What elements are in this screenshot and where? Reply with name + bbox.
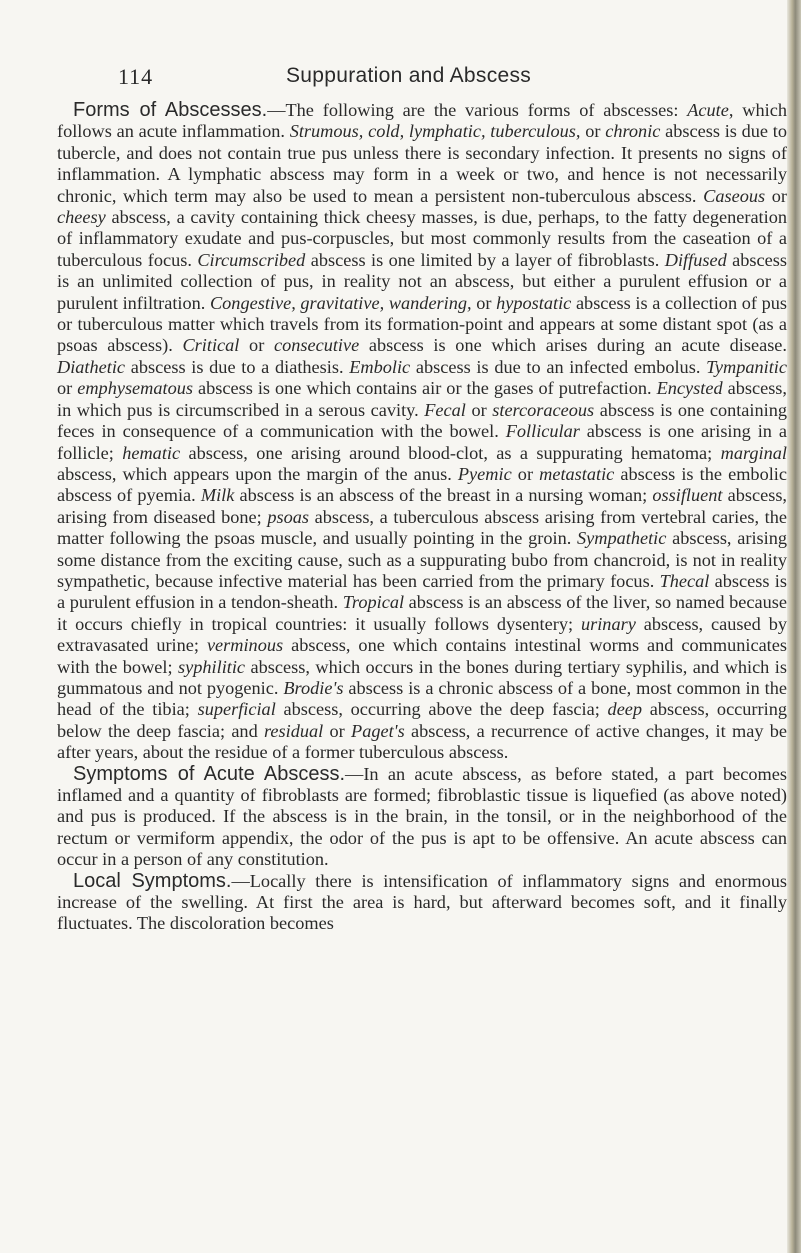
italic-term: Embolic [349, 356, 411, 377]
text-run: abscess, which occurs in the bones during tertiary syphilis, and which is gummatous and not pyogenic. [57, 656, 787, 698]
italic-term: metastatic [539, 463, 615, 484]
text-run: abscess, a cavity containing thick cheesy masses, is due, perhaps, to the fatty degeneration of inflammatory exudate and pus-corpuscles, but most commonly results from the caseation of a tuberculous focus. [57, 207, 787, 270]
italic-term: Tympanitic [706, 356, 787, 377]
text-run: abscess is a purulent effusion in a tendon-sheath. [57, 570, 787, 613]
italic-term: Tropical [342, 592, 405, 613]
page-edge-shadow [787, 0, 801, 1253]
text-run: abscess, arising some distance from the exciting cause, such as a suppurating bubo from chancroid, is not in reality sympathetic, because infective material has been carried from the primary focus. [57, 528, 787, 591]
italic-term: chronic [605, 121, 661, 142]
text-run: abscess is one which contains air or the gases of putrefaction. [193, 378, 657, 399]
paragraph-forms-of-abscesses [57, 100, 787, 764]
italic-term: Diffused [664, 249, 727, 270]
italic-term: Critical [182, 335, 240, 356]
italic-term: marginal [720, 442, 787, 463]
text-run: —The following are the various forms of abscesses: [267, 100, 688, 120]
text-run: abscess is one limited by a layer of fibroblasts. [305, 249, 665, 270]
italic-term: Diathetic [57, 356, 126, 377]
italic-term: emphysematous [77, 378, 193, 399]
body-text [57, 100, 787, 935]
text-run: abscess, occurring above the deep fascia; [275, 699, 608, 720]
text-run: abscess, occurring below the deep fascia; and [57, 699, 787, 741]
italic-term: psoas [267, 506, 309, 527]
text-run: abscess, one arising around blood-clot, as a suppurating hematoma; [180, 442, 721, 463]
text-run: abscess is one arising in a follicle; [57, 421, 787, 463]
italic-term: ossifluent [652, 485, 723, 506]
italic-term: hypostatic [496, 292, 572, 313]
text-run: abscess is due to an infected embolus. [410, 356, 707, 377]
italic-term: Caseous [703, 185, 766, 206]
text-run: or [511, 463, 540, 484]
italic-term: Acute [687, 100, 729, 120]
text-run: or [580, 121, 606, 142]
text-run: abscess is one which arises during an acute disease. [359, 335, 787, 356]
italic-term: hematic [122, 442, 181, 463]
text-run: or [465, 399, 493, 420]
italic-term: Circumscribed [197, 249, 306, 270]
italic-term: Sympathetic [577, 528, 667, 549]
text-run: abscess is an abscess of the breast in a nursing woman; [234, 485, 653, 506]
italic-term: Congestive, gravitative, wandering, [209, 292, 472, 313]
text-run: abscess, arising from diseased bone; [57, 485, 787, 527]
italic-term: Follicular [505, 421, 580, 442]
paragraph-symptoms-of-acute-abscess [57, 764, 787, 871]
italic-term: Fecal [424, 399, 466, 420]
text-run: abscess is an unlimited collection of pus, in reality not an abscess, but either a purulent effusion or a purulent infiltration. [57, 249, 787, 313]
italic-term: deep [607, 699, 643, 720]
section-heading: Forms of Abscesses. [73, 99, 268, 121]
text-run: abscess is due to a diathesis. [125, 356, 350, 377]
text-run: abscess, in which pus is circumscribed in a serous cavity. [57, 378, 787, 420]
italic-term: Paget's [351, 720, 405, 741]
italic-term: consecutive [273, 335, 360, 356]
section-heading: Local Symptoms. [73, 869, 232, 892]
text-run: abscess, one which contains intestinal worms and communicates with the bowel; [57, 635, 787, 677]
section-heading: Symptoms of Acute Abscess. [73, 762, 346, 785]
text-run: abscess, which appears upon the margin of the anus. [57, 463, 458, 484]
text-run: abscess is the embolic abscess of pyemia. [57, 463, 787, 506]
text-run: or [471, 292, 497, 313]
text-run: abscess, a tuberculous abscess arising from vertebral caries, the matter following the psoas muscle, and usually pointing in the groin. [57, 506, 787, 549]
italic-term: verminous [206, 635, 284, 656]
italic-term: Milk [200, 485, 235, 506]
text-run: abscess is a collection of pus or tuberculous matter which travels from its formation-point and appears at some distant spot (as a psoas abscess). [57, 292, 788, 356]
text-run: —In an acute abscess, as before stated, a part becomes inflamed and a quantity of fibroblasts are formed; fibroblastic tissue is liquefied (as above noted) and pus is produced. If the abscess is in the brain, in the tonsil, or in the neighborhood of the rectum or vermiform appendix, the odor of the pus is apt to be offensive. An acute abscess can occur in a person of any constitution. [57, 763, 787, 870]
italic-term: cheesy [57, 207, 106, 228]
text-run: or [57, 378, 78, 399]
paragraph-local-symptoms [57, 871, 787, 935]
text-run: abscess is an abscess of the liver, so named because it occurs chiefly in tropical countries: it usually follows dysentery; [57, 592, 788, 634]
text-run: abscess is one containing feces in consequence of a communication with the bowel. [57, 399, 787, 442]
text-run: abscess, caused by extravasated urine; [57, 613, 787, 656]
text-run: abscess, a recurrence of active changes, it may be after years, about the residue of a former tuberculous abscess. [57, 720, 787, 763]
text-run: —Locally there is intensification of inflammatory signs and enormous increase of the swelling. At first the area is hard, but afterward becomes soft, and it finally fluctuates. The discoloration becomes [57, 870, 787, 934]
running-title: Suppuration and Abscess [286, 64, 532, 87]
paragraph-body [57, 100, 787, 762]
running-header [118, 64, 718, 94]
italic-term: Pyemic [457, 463, 512, 484]
italic-term: Brodie's [283, 677, 344, 698]
text-run: abscess is due to tubercle, and does not contain true pus unless there is secondary infection. It presents no signs of inflammation. A lymphatic abscess may form in a week or two, and hence is not necessarily chronic, which term may also be used to mean a persistent non-tuberculous abscess. [57, 121, 787, 206]
italic-term: Encysted [656, 378, 723, 399]
italic-term: syphilitic [178, 656, 246, 677]
text-run: or [239, 335, 274, 356]
text-run: or [765, 185, 787, 206]
page-number: 114 [118, 64, 154, 89]
italic-term: urinary [580, 613, 636, 634]
text-run: or [323, 720, 352, 741]
italic-term: residual [264, 720, 324, 741]
text-run: , which follows an acute inflammation. [57, 100, 787, 142]
italic-term: Strumous, cold, lymphatic, tuberculous, [289, 121, 581, 142]
italic-term: superficial [197, 699, 276, 720]
italic-term: Thecal [659, 570, 710, 591]
text-run: abscess is a chronic abscess of a bone, most common in the head of the tibia; [57, 677, 787, 720]
italic-term: stercoraceous [492, 399, 595, 420]
